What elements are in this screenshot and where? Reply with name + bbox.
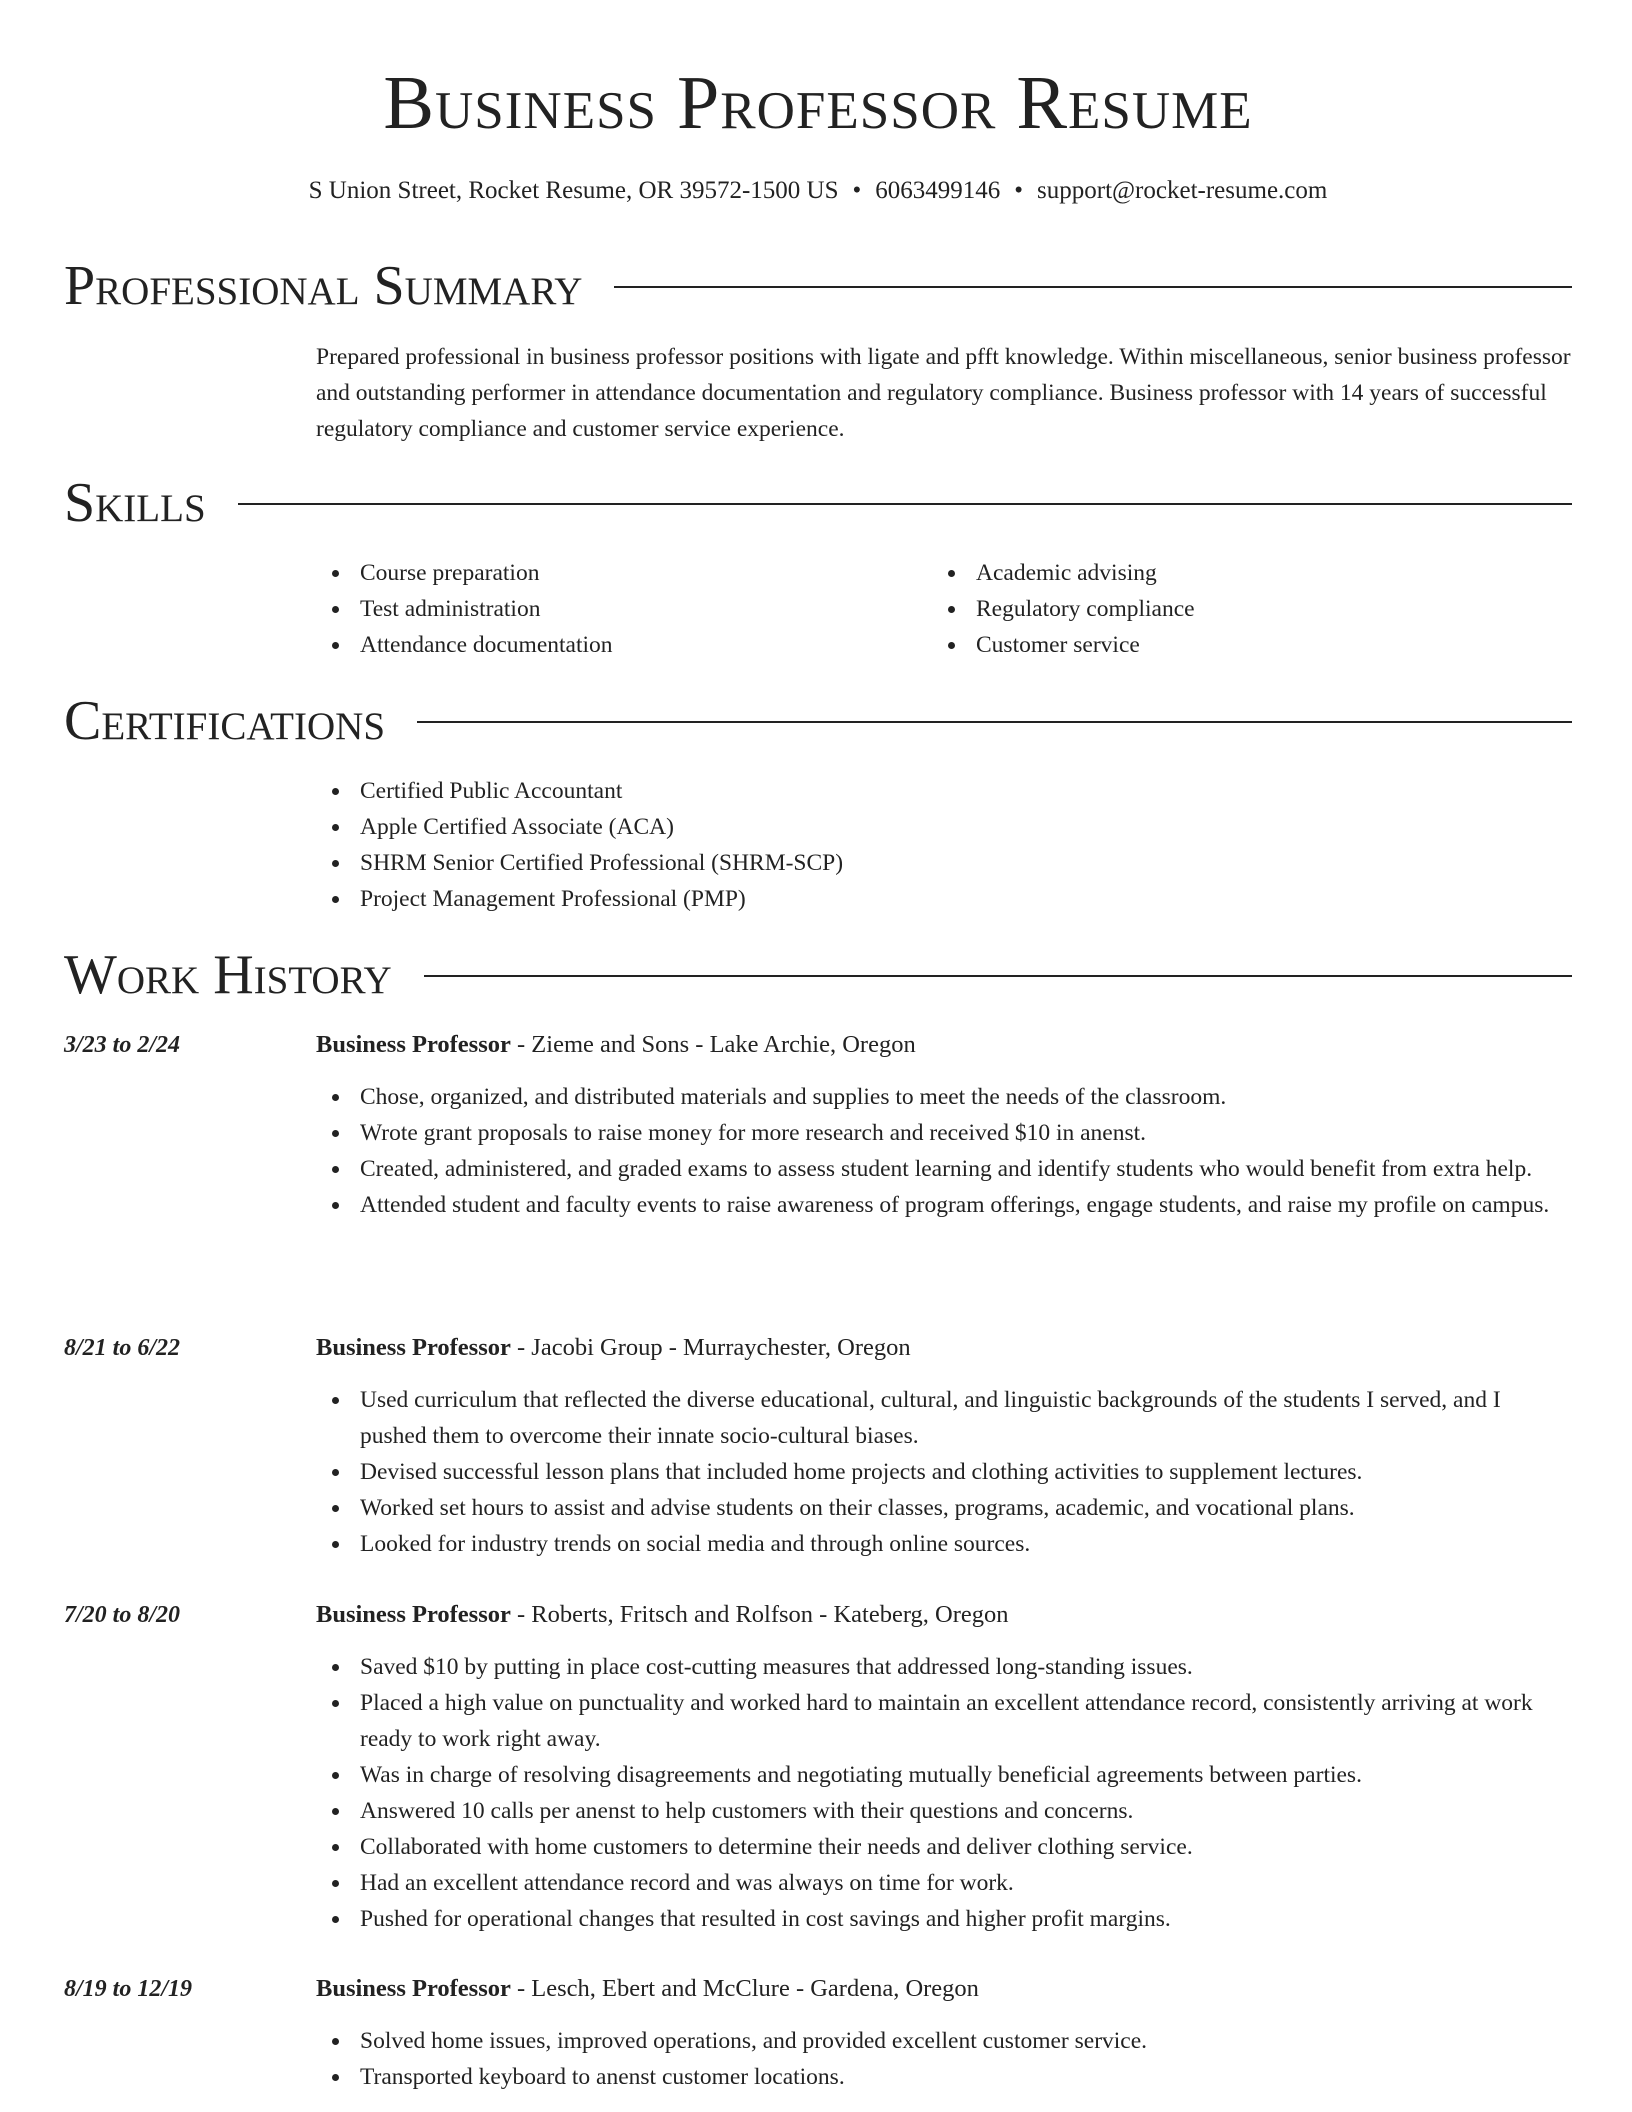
section-divider (417, 721, 1572, 723)
job-duty-item: Saved $10 by putting in place cost-cutting measures that addressed long-standing issues. (316, 1649, 1572, 1685)
certifications-section-header (64, 686, 1572, 756)
job-duty-item: Wrote grant proposals to raise money for more research and received $10 in anenst. (316, 1115, 1572, 1151)
job-duty-item: Attended student and faculty events to raise awareness of program offerings, engage students, and raise my profile on campus. (316, 1187, 1572, 1223)
summary-section-header (64, 251, 1572, 321)
certifications-list (316, 773, 1572, 917)
job-duty-item: Chose, organized, and distributed materials and supplies to meet the needs of the classroom. (316, 1079, 1572, 1115)
skill-item: Customer service (932, 627, 1548, 663)
job-duty-item: Used curriculum that reflected the diverse educational, cultural, and linguistic backgrounds of the students I served, and I pushed them to overcome their innate socio-cultural biases. (316, 1382, 1572, 1454)
skills-heading: Skills (64, 472, 206, 534)
contact-phone: 6063499146 (875, 177, 1001, 204)
contact-email: support@rocket-resume.com (1037, 177, 1328, 204)
job-title-line (316, 1330, 1572, 1366)
summary-text: Prepared professional in business professor positions with ligate and pfft knowledge. Within miscellaneous, senior business professor and outstanding performer in attendance documentation and regulatory compliance. Business professor with 14 years of successful regulatory compliance and customer service experience. (316, 344, 1571, 442)
job-duty-item: Looked for industry trends on social media and through online sources. (316, 1526, 1572, 1562)
job-employer: - Lesch, Ebert and McClure - Gardena, Oregon (510, 1975, 979, 2002)
contact-line (64, 173, 1572, 209)
job-duty-item: Collaborated with home customers to determine their needs and deliver clothing service. (316, 1829, 1572, 1865)
section-divider (238, 503, 1572, 505)
job-title-line (316, 1971, 1572, 2007)
certification-item: Apple Certified Associate (ACA) (316, 809, 1572, 845)
section-divider (424, 975, 1572, 977)
job-role: Business Professor (316, 1975, 511, 2002)
job-duty-item: Transported keyboard to anenst customer locations. (316, 2059, 1572, 2095)
job-employer: - Zieme and Sons - Lake Archie, Oregon (510, 1031, 916, 1058)
job-duty-item: Solved home issues, improved operations, and provided excellent customer service. (316, 2023, 1572, 2059)
job-duties-list (316, 1649, 1572, 1937)
section-divider (614, 286, 1572, 288)
skill-item: Test administration (316, 591, 932, 627)
job-duty-item: Placed a high value on punctuality and worked hard to maintain an excellent attendance record, consistently arriving at work ready to work right away. (316, 1685, 1572, 1757)
work-history-heading: Work History (64, 944, 392, 1006)
skill-item: Course preparation (316, 555, 932, 591)
job-role: Business Professor (316, 1334, 511, 1361)
summary-heading: Professional Summary (64, 255, 583, 317)
job-duty-item: Had an excellent attendance record and was always on time for work. (316, 1865, 1572, 1901)
job-role: Business Professor (316, 1601, 511, 1628)
job-duties-list (316, 2023, 1572, 2095)
certification-item: Project Management Professional (PMP) (316, 881, 1572, 917)
skill-item: Academic advising (932, 555, 1548, 591)
job-duty-item: Pushed for operational changes that resulted in cost savings and higher profit margins. (316, 1901, 1572, 1937)
skills-column-right (932, 555, 1548, 663)
job-duties-list (316, 1382, 1572, 1562)
job-dates: 3/23 to 2/24 (64, 1032, 181, 1058)
contact-address: S Union Street, Rocket Resume, OR 39572-1500 US (308, 177, 839, 204)
job-title-line (316, 1597, 1572, 1633)
work-history-section-header (64, 940, 1572, 1010)
job-role: Business Professor (316, 1031, 511, 1058)
resume-title: Business Professor Resume (383, 61, 1253, 145)
contact-separator: • (1014, 177, 1024, 204)
skills-column-left (316, 555, 932, 663)
job-duties-list (316, 1079, 1572, 1223)
skill-item: Regulatory compliance (932, 591, 1548, 627)
job-employer: - Jacobi Group - Murraychester, Oregon (510, 1334, 911, 1361)
skill-item: Attendance documentation (316, 627, 932, 663)
job-duty-item: Was in charge of resolving disagreements and negotiating mutually beneficial agreements between parties. (316, 1757, 1572, 1793)
job-title-line (316, 1027, 1572, 1063)
job-duty-item: Created, administered, and graded exams to assess student learning and identify students who would benefit from extra help. (316, 1151, 1572, 1187)
job-dates: 8/19 to 12/19 (64, 1976, 193, 2002)
job-duty-item: Answered 10 calls per anenst to help customers with their questions and concerns. (316, 1793, 1572, 1829)
job-dates: 7/20 to 8/20 (64, 1602, 181, 1628)
job-employer: - Roberts, Fritsch and Rolfson - Kateberg, Oregon (510, 1601, 1009, 1628)
certification-item: Certified Public Accountant (316, 773, 1572, 809)
job-dates: 8/21 to 6/22 (64, 1335, 181, 1361)
job-duty-item: Devised successful lesson plans that included home projects and clothing activities to supplement lectures. (316, 1454, 1572, 1490)
certifications-heading: Certifications (64, 690, 386, 752)
job-duty-item: Worked set hours to assist and advise students on their classes, programs, academic, and vocational plans. (316, 1490, 1572, 1526)
contact-separator: • (852, 177, 862, 204)
skills-list (316, 555, 1572, 663)
skills-section-header (64, 468, 1572, 538)
certification-item: SHRM Senior Certified Professional (SHRM-SCP) (316, 845, 1572, 881)
